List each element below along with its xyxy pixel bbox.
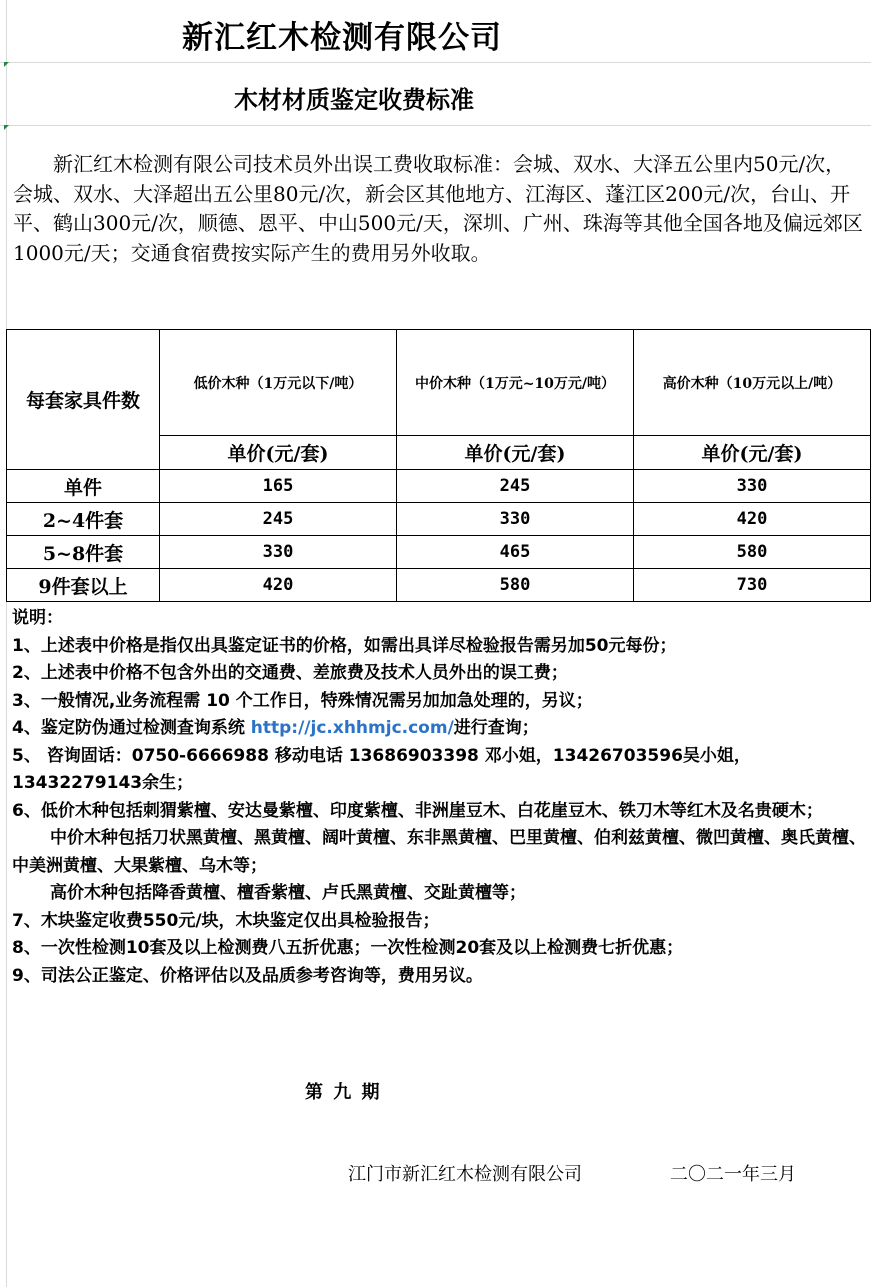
fee-table — [6, 329, 871, 602]
note-item: 8、一次性检测10套及以上检测费八五折优惠；一次性检测20套及以上检测费七折优惠； — [12, 938, 684, 958]
issue-number: 第 九 期 — [305, 1082, 382, 1103]
unit-cell: 单价(元/套) — [397, 436, 634, 470]
price-cell: 245 — [160, 503, 397, 536]
table-row — [7, 569, 871, 602]
cell-marker-icon — [4, 62, 9, 67]
price-cell: 245 — [397, 470, 634, 503]
column-header-mid: 中价木种（1万元~10万元/吨） — [397, 330, 634, 436]
note-item — [12, 825, 867, 880]
row-label: 单件 — [7, 470, 160, 503]
note-item: 9、司法公正鉴定、价格评估以及品质参考咨询等，费用另议。 — [12, 965, 483, 986]
note-item: 1、上述表中价格是指仅出具鉴定证书的价格，如需出具详尽检验报告需另加50元每份； — [12, 635, 677, 656]
row-label: 9件套以上 — [7, 569, 160, 602]
price-cell: 330 — [397, 503, 634, 536]
table-row — [7, 503, 871, 536]
query-system-link[interactable]: http://jc.xhhmjc.com/ — [250, 718, 454, 738]
column-header-high: 高价木种（10万元以上/吨） — [634, 330, 871, 436]
price-cell: 420 — [160, 569, 397, 602]
unit-cell: 单价(元/套) — [634, 436, 871, 470]
price-cell: 165 — [160, 470, 397, 503]
note-item: 2、上述表中价格不包含外出的交通费、差旅费及技术人员外出的误工费； — [12, 663, 568, 683]
note-item: 3、一般情况,业务流程需 10 个工作日，特殊情况需另加加急处理的，另议； — [12, 690, 593, 711]
note-item — [12, 880, 867, 908]
notes-section — [12, 605, 867, 990]
column-header-low: 低价木种（1万元以下/吨） — [160, 330, 397, 436]
row-header-cell: 每套家具件数 — [7, 330, 160, 470]
row-label: 2~4件套 — [7, 503, 160, 536]
note-item: 7、木块鉴定收费550元/块，木块鉴定仅出具检验报告； — [12, 910, 440, 931]
grid-line — [6, 0, 7, 1287]
note-text: 中价木种包括刀状黑黄檀、黑黄檀、阔叶黄檀、东非黑黄檀、巴里黄檀、伯利兹黄檀、微凹黄檀、奥氏黄檀、中美洲黄檀、大果紫檀、乌木等； — [12, 828, 866, 876]
row-label: 5~8件套 — [7, 536, 160, 569]
price-cell: 730 — [634, 569, 871, 602]
price-cell: 330 — [160, 536, 397, 569]
company-title: 新汇红木检测有限公司 — [182, 20, 502, 56]
price-cell: 465 — [397, 536, 634, 569]
grid-line — [0, 125, 871, 126]
price-cell: 580 — [397, 569, 634, 602]
notes-heading: 说明： — [12, 608, 63, 628]
note-item: 6、低价木种包括刺猬紫檀、安达曼紫檀、印度紫檀、非洲崖豆木、白花崖豆木、铁刀木等红木及名贵硬木； — [12, 800, 823, 821]
grid-line — [0, 62, 871, 63]
intro-paragraph: 新汇红木检测有限公司技术员外出误工费收取标准：会城、双水、大泽五公里内50元/次，会城、双水、大泽超出五公里80元/次，新会区其他地方、江海区、蓬江区200元/次，台山、开平、鹤山300元/次，顺德、恩平、中山500元/天，深圳、广州、珠海等其他全国各地及偏远郊区1000元/天；交通食宿费按实际产生的费用另外收取。 — [13, 152, 863, 265]
note-text: 进行查询； — [453, 718, 539, 738]
table-row — [7, 536, 871, 569]
price-cell: 420 — [634, 503, 871, 536]
price-cell: 580 — [634, 536, 871, 569]
note-text: 高价木种包括降香黄檀、檀香紫檀、卢氏黑黄檀、交趾黄檀等； — [50, 883, 526, 903]
footer-date: 二〇二一年三月 — [670, 1164, 796, 1185]
footer-company: 江门市新汇红木检测有限公司 — [348, 1164, 582, 1185]
note-text: 4、鉴定防伪通过检测查询系统 — [12, 718, 251, 738]
cell-marker-icon — [4, 125, 9, 130]
table-row — [7, 470, 871, 503]
price-cell: 330 — [634, 470, 871, 503]
note-item: 5、 咨询固话：0750-6666988 移动电话 13686903398 邓小姐，13426703596吴小姐，13432279143余生； — [12, 745, 751, 793]
unit-cell: 单价(元/套) — [160, 436, 397, 470]
note-item — [12, 715, 867, 743]
document-title: 木材材质鉴定收费标准 — [234, 85, 474, 114]
